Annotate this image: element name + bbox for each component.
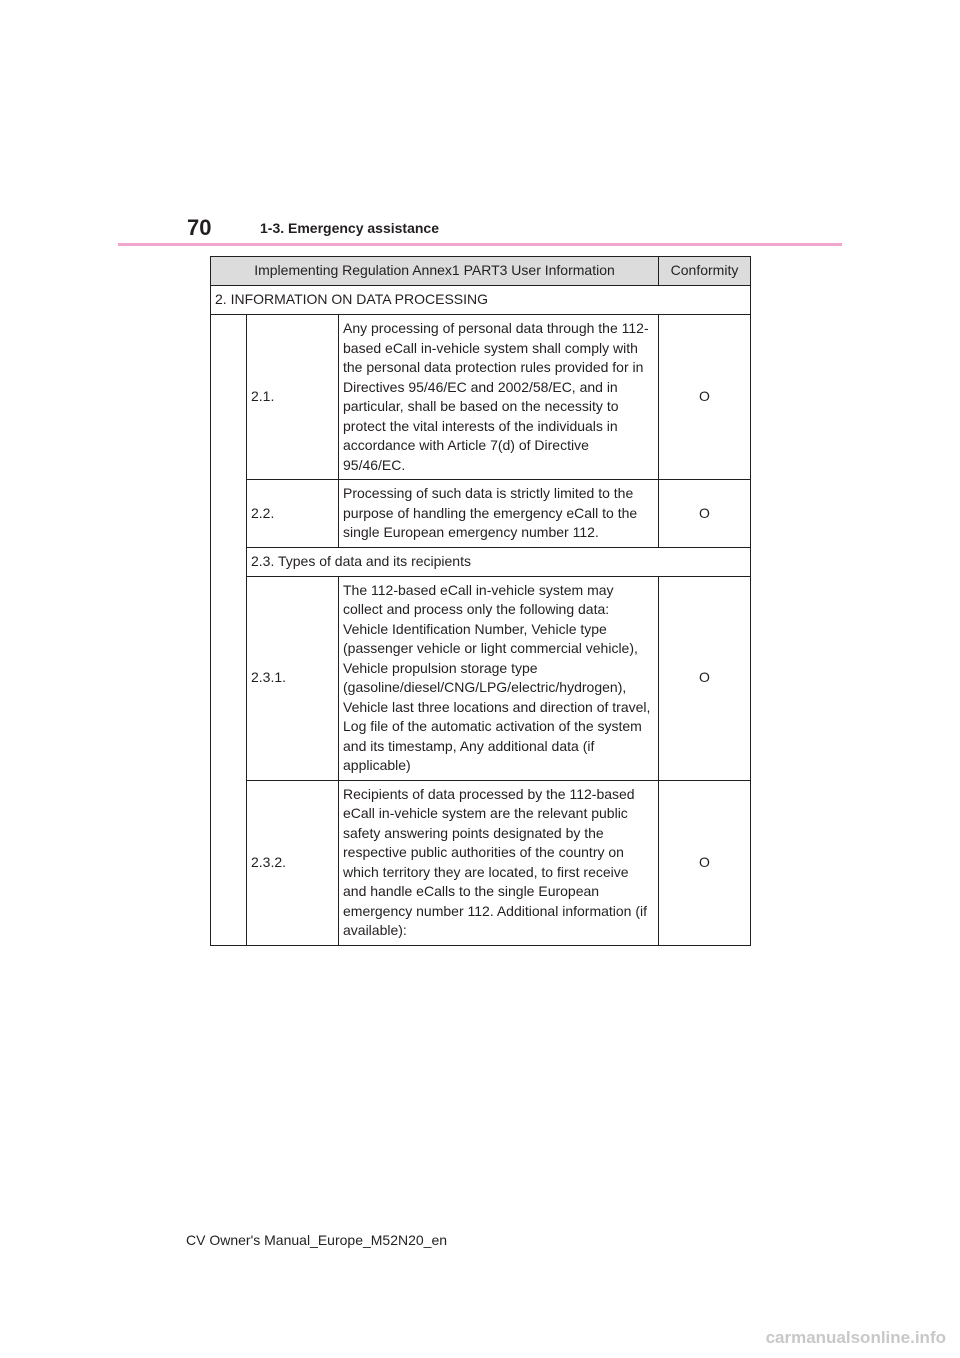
row-conformity: O [659,780,751,945]
row-number: 2.3.1. [247,576,339,780]
row-text: Recipients of data processed by the 112-based eCall in-vehicle system are the relevant public safety answering points designated by the respective public authorities of the country on which territory they are located, to first receive and handle eCalls to the single European emergency number 112. Additional information (if available): [339,780,659,945]
row-conformity: O [659,576,751,780]
subsection-row [211,547,751,576]
row-conformity: O [659,480,751,548]
page-number: 70 [187,215,212,240]
indent-cell [211,315,247,946]
table-row [211,780,751,945]
subsection-heading: 2.3. Types of data and its recipients [247,547,751,576]
table-row [211,480,751,548]
row-text: Processing of such data is strictly limited to the purpose of handling the emergency eCall to the single European emergency number 112. [339,480,659,548]
row-number: 2.3.2. [247,780,339,945]
section-heading: 2. INFORMATION ON DATA PROCESSING [211,286,751,315]
column-header-conformity: Conformity [659,257,751,286]
row-number: 2.2. [247,480,339,548]
row-number: 2.1. [247,315,339,480]
footer-manual-name: CV Owner's Manual_Europe_M52N20_en [186,1232,448,1248]
row-text: The 112-based eCall in-vehicle system may collect and process only the following data: Vehicle Identification Number, Vehicle type (passenger vehicle or light commercial vehicle), Vehicle propulsion storage type (gasoline/diesel/CNG/LPG/electric/hydrogen), Vehicle last three locations and direction of travel, Log file of the automatic activation of the system and its timestamp, Any additional data (if applicable) [339,576,659,780]
watermark: carmanualsonline.info [765,1328,946,1347]
table-header-row [211,257,751,286]
table-row [211,576,751,780]
row-conformity: O [659,315,751,480]
column-header-user-information: Implementing Regulation Annex1 PART3 User Information [211,257,659,286]
user-information-table [210,256,751,946]
row-text: Any processing of personal data through the 112-based eCall in-vehicle system shall comply with the personal data protection rules provided for in Directives 95/46/EC and 2002/58/EC, and in particular, shall be based on the necessity to protect the vital interests of the individuals in accordance with Article 7(d) of Directive 95/46/EC. [339,315,659,480]
table-row [211,315,751,480]
header-divider [118,243,842,246]
section-row [211,286,751,315]
section-title: 1-3. Emergency assistance [260,220,439,236]
